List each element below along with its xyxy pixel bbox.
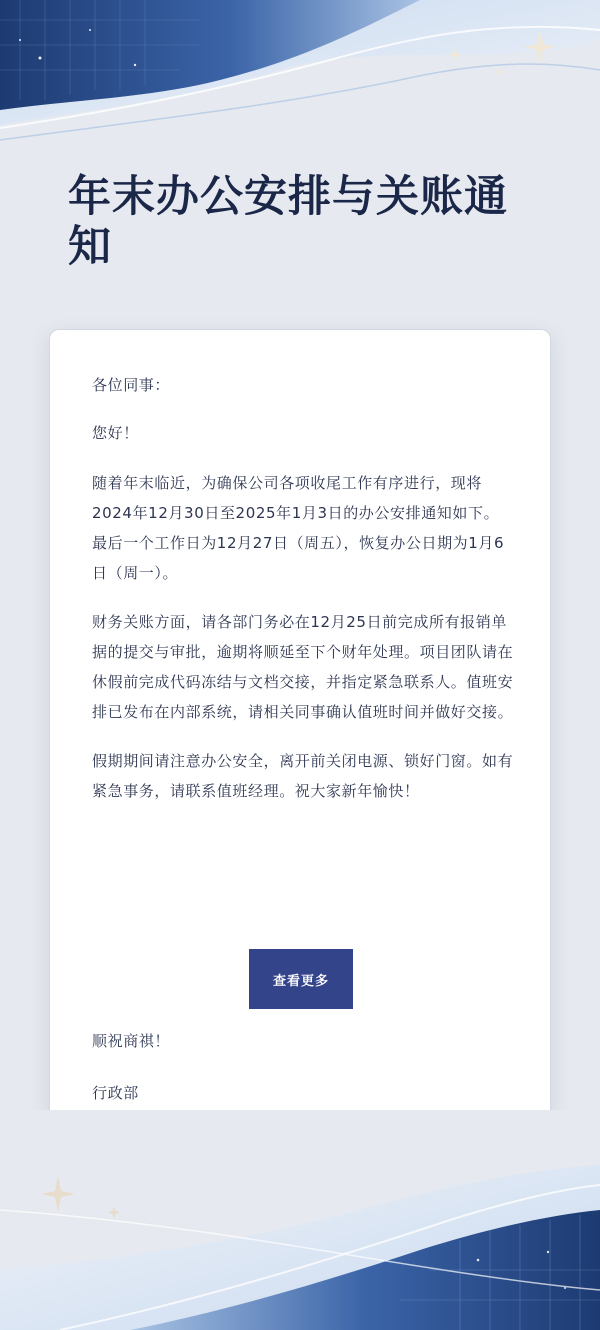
- header-decoration: [0, 0, 600, 160]
- notice-body: [92, 370, 514, 825]
- closing-text: 顺祝商祺！: [92, 1032, 171, 1050]
- page-title: 年末办公安排与关账通知: [68, 172, 508, 272]
- paragraph-safety: 假期期间请注意办公安全，离开前关闭电源、锁好门窗。如有紧急事务，请联系值班经理。祝大家新年愉快！: [92, 752, 514, 800]
- hello-text: 您好！: [92, 424, 139, 442]
- view-more-button[interactable]: 查看更多: [249, 949, 353, 1009]
- signature-text: 行政部: [92, 1084, 139, 1102]
- sparkle-star-icon: [41, 1176, 120, 1219]
- sparkle-star-icon: [449, 30, 556, 76]
- greeting-text: 各位同事：: [92, 376, 171, 394]
- paragraph-schedule: 随着年末临近，为确保公司各项收尾工作有序进行，现将2024年12月30日至2025年1月3日的办公安排通知如下。最后一个工作日为12月27日（周五），恢复办公日期为1月6日（周一）。: [92, 474, 505, 582]
- notice-card: [49, 329, 551, 1168]
- paragraph-finance: 财务关账方面，请各部门务必在12月25日前完成所有报销单据的提交与审批，逾期将顺延至下个财年处理。项目团队请在休假前完成代码冻结与文档交接，并指定紧急联系人。值班安排已发布在内部系统，请相关同事确认值班时间并做好交接。: [92, 613, 514, 721]
